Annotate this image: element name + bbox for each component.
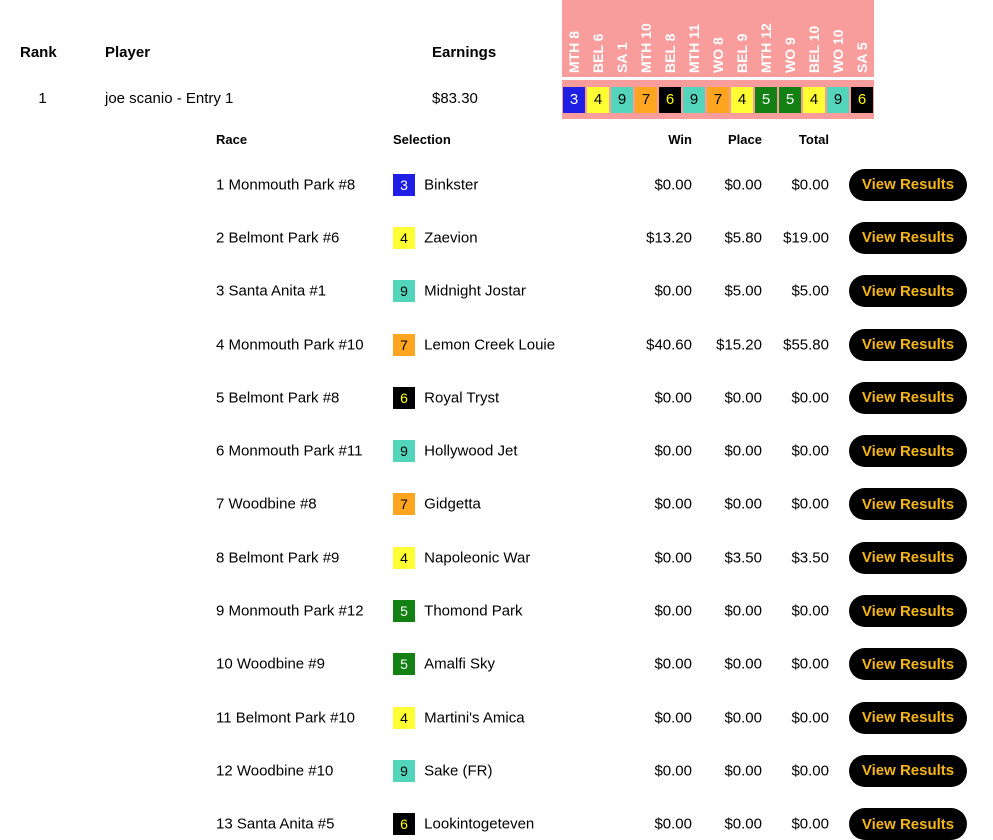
- total-amount: $0.00: [791, 442, 829, 460]
- race-label: 5 Belmont Park #8: [216, 389, 340, 407]
- selection-cell: [393, 653, 495, 675]
- selection-cell: [393, 600, 523, 622]
- place-amount: $0.00: [724, 389, 762, 407]
- win-amount: $0.00: [654, 602, 692, 620]
- result-row: [0, 691, 993, 744]
- result-row: [0, 371, 993, 424]
- saddle-cloth-number: 7: [393, 334, 415, 356]
- track-column: [586, 0, 610, 77]
- pick-number-chip: 7: [635, 87, 657, 113]
- race-label: 2 Belmont Park #6: [216, 229, 340, 247]
- saddle-cloth-number: 5: [393, 653, 415, 675]
- place-amount: $3.50: [724, 549, 762, 567]
- result-row: [0, 798, 993, 840]
- track-column: [658, 0, 682, 77]
- selection-cell: [393, 813, 534, 835]
- track-column: [730, 0, 754, 77]
- track-column: [682, 0, 706, 77]
- track-label: BEL 8: [662, 33, 678, 73]
- horse-name: Royal Tryst: [424, 389, 500, 407]
- race-label: 11 Belmont Park #10: [216, 709, 355, 727]
- result-row: [0, 424, 993, 477]
- place-amount: $0.00: [724, 176, 762, 194]
- win-column-header: Win: [668, 132, 692, 147]
- pick-number-chip: 4: [587, 87, 609, 113]
- selection-cell: [393, 387, 499, 409]
- win-amount: $0.00: [654, 709, 692, 727]
- win-amount: $0.00: [654, 389, 692, 407]
- pick-number-chip: 4: [803, 87, 825, 113]
- total-amount: $3.50: [791, 549, 829, 567]
- saddle-cloth-number: 9: [393, 440, 415, 462]
- saddle-cloth-number: 4: [393, 227, 415, 249]
- race-column-header: Race: [216, 132, 248, 147]
- race-label: 13 Santa Anita #5: [216, 815, 335, 833]
- player-header: Player: [105, 44, 151, 61]
- win-amount: $13.20: [646, 229, 692, 247]
- track-column: [610, 0, 634, 77]
- pick-number-chip: 6: [659, 87, 681, 113]
- entry-earnings: $83.30: [432, 90, 478, 107]
- pick-number-chip: 7: [707, 87, 729, 113]
- track-label: WO 8: [710, 37, 726, 73]
- race-label: 12 Woodbine #10: [216, 762, 334, 780]
- win-amount: $0.00: [654, 495, 692, 513]
- entry-rank: 1: [38, 90, 47, 107]
- selection-cell: [393, 760, 493, 782]
- view-results-button[interactable]: View Results: [849, 488, 967, 520]
- saddle-cloth-number: 9: [393, 760, 415, 782]
- result-row: [0, 478, 993, 531]
- selection-cell: [393, 493, 481, 515]
- race-label: 3 Santa Anita #1: [216, 282, 327, 300]
- track-label: WO 10: [830, 29, 846, 73]
- rank-header: Rank: [20, 44, 57, 61]
- results-rows: [0, 158, 993, 840]
- pick-number-chip: 9: [827, 87, 849, 113]
- total-amount: $0.00: [791, 709, 829, 727]
- track-label: SA 1: [614, 42, 630, 73]
- total-amount: $0.00: [791, 389, 829, 407]
- saddle-cloth-number: 4: [393, 547, 415, 569]
- race-label: 9 Monmouth Park #12: [216, 602, 364, 620]
- win-amount: $0.00: [654, 655, 692, 673]
- track-column: [826, 0, 850, 77]
- result-row: [0, 638, 993, 691]
- pick-number-chip: 3: [563, 87, 585, 113]
- saddle-cloth-number: 4: [393, 707, 415, 729]
- horse-name: Lookintogeteven: [424, 815, 535, 833]
- track-label: MTH 12: [758, 23, 774, 73]
- total-amount: $0.00: [791, 176, 829, 194]
- total-amount: $0.00: [791, 495, 829, 513]
- selection-cell: [393, 707, 525, 729]
- track-column: [754, 0, 778, 77]
- total-amount: $0.00: [791, 762, 829, 780]
- result-row: [0, 265, 993, 318]
- place-amount: $15.20: [716, 336, 762, 354]
- horse-name: Gidgetta: [424, 495, 481, 513]
- horse-name: Binkster: [424, 176, 479, 194]
- win-amount: $0.00: [654, 176, 692, 194]
- pick-number-chip: 9: [683, 87, 705, 113]
- track-labels-band: [562, 0, 874, 77]
- place-amount: $0.00: [724, 495, 762, 513]
- track-label: BEL 6: [590, 33, 606, 73]
- view-results-button[interactable]: View Results: [849, 595, 967, 627]
- result-row: [0, 211, 993, 264]
- total-amount: $0.00: [791, 602, 829, 620]
- win-amount: $0.00: [654, 282, 692, 300]
- win-amount: $0.00: [654, 815, 692, 833]
- saddle-cloth-number: 5: [393, 600, 415, 622]
- track-column: [562, 0, 586, 77]
- horse-name: Amalfi Sky: [424, 655, 496, 673]
- pick-number-chip: 5: [779, 87, 801, 113]
- race-label: 7 Woodbine #8: [216, 495, 317, 513]
- total-amount: $0.00: [791, 655, 829, 673]
- place-column-header: Place: [728, 132, 762, 147]
- view-results-button[interactable]: View Results: [849, 329, 967, 361]
- horse-name: Midnight Jostar: [424, 282, 526, 300]
- result-row: [0, 158, 993, 211]
- picks-chips-band: [562, 80, 874, 119]
- selection-cell: [393, 334, 555, 356]
- selection-cell: [393, 227, 478, 249]
- pick-number-chip: 9: [611, 87, 633, 113]
- horse-name: Zaevion: [424, 229, 478, 247]
- selection-cell: [393, 547, 530, 569]
- race-label: 1 Monmouth Park #8: [216, 176, 356, 194]
- total-amount: $5.00: [791, 282, 829, 300]
- place-amount: $0.00: [724, 815, 762, 833]
- track-column: [634, 0, 658, 77]
- track-column: [802, 0, 826, 77]
- result-row: [0, 318, 993, 371]
- horse-name: Martini's Amica: [424, 709, 525, 727]
- win-amount: $0.00: [654, 442, 692, 460]
- selection-column-header: Selection: [393, 132, 451, 147]
- track-column: [706, 0, 730, 77]
- horse-name: Napoleonic War: [424, 549, 531, 567]
- win-amount: $40.60: [646, 336, 692, 354]
- track-column: [778, 0, 802, 77]
- view-results-button[interactable]: View Results: [849, 169, 967, 201]
- place-amount: $5.00: [724, 282, 762, 300]
- result-row: [0, 744, 993, 797]
- saddle-cloth-number: 9: [393, 280, 415, 302]
- place-amount: $5.80: [724, 229, 762, 247]
- pick-number-chip: 5: [755, 87, 777, 113]
- horse-name: Hollywood Jet: [424, 442, 518, 460]
- saddle-cloth-number: 7: [393, 493, 415, 515]
- view-results-button[interactable]: View Results: [849, 275, 967, 307]
- track-column: [850, 0, 874, 77]
- result-row: [0, 531, 993, 584]
- saddle-cloth-number: 6: [393, 813, 415, 835]
- picks-strip: [562, 0, 874, 119]
- total-column-header: Total: [798, 132, 829, 147]
- horse-name: Thomond Park: [424, 602, 523, 620]
- view-results-button[interactable]: View Results: [849, 648, 967, 680]
- selection-cell: [393, 174, 478, 196]
- horse-name: Sake (FR): [424, 762, 493, 780]
- place-amount: $0.00: [724, 762, 762, 780]
- view-results-button[interactable]: View Results: [849, 222, 967, 254]
- horse-name: Lemon Creek Louie: [424, 336, 556, 354]
- view-results-button[interactable]: View Results: [849, 382, 967, 414]
- track-label: MTH 8: [566, 31, 582, 73]
- view-results-button[interactable]: View Results: [849, 702, 967, 734]
- place-amount: $0.00: [724, 602, 762, 620]
- saddle-cloth-number: 3: [393, 174, 415, 196]
- track-label: BEL 10: [806, 25, 822, 73]
- saddle-cloth-number: 6: [393, 387, 415, 409]
- pick-number-chip: 6: [851, 87, 873, 113]
- total-amount: $19.00: [783, 229, 829, 247]
- view-results-button[interactable]: View Results: [849, 755, 967, 787]
- pick-number-chip: 4: [731, 87, 753, 113]
- total-amount: $55.80: [783, 336, 829, 354]
- place-amount: $0.00: [724, 709, 762, 727]
- entry-player-name: joe scanio - Entry 1: [105, 90, 234, 107]
- race-label: 8 Belmont Park #9: [216, 549, 340, 567]
- race-label: 4 Monmouth Park #10: [216, 336, 364, 354]
- win-amount: $0.00: [654, 549, 692, 567]
- track-label: SA 5: [854, 42, 870, 73]
- place-amount: $0.00: [724, 442, 762, 460]
- race-label: 6 Monmouth Park #11: [216, 442, 363, 460]
- race-label: 10 Woodbine #9: [216, 655, 325, 673]
- place-amount: $0.00: [724, 655, 762, 673]
- track-label: MTH 11: [686, 23, 702, 73]
- view-results-button[interactable]: View Results: [849, 808, 967, 840]
- total-amount: $0.00: [791, 815, 829, 833]
- selection-cell: [393, 440, 518, 462]
- win-amount: $0.00: [654, 762, 692, 780]
- view-results-button[interactable]: View Results: [849, 435, 967, 467]
- track-label: WO 9: [782, 37, 798, 73]
- result-row: [0, 584, 993, 637]
- track-label: BEL 9: [734, 33, 750, 73]
- selection-cell: [393, 280, 526, 302]
- view-results-button[interactable]: View Results: [849, 542, 967, 574]
- earnings-header: Earnings: [432, 44, 497, 61]
- track-label: MTH 10: [638, 23, 654, 73]
